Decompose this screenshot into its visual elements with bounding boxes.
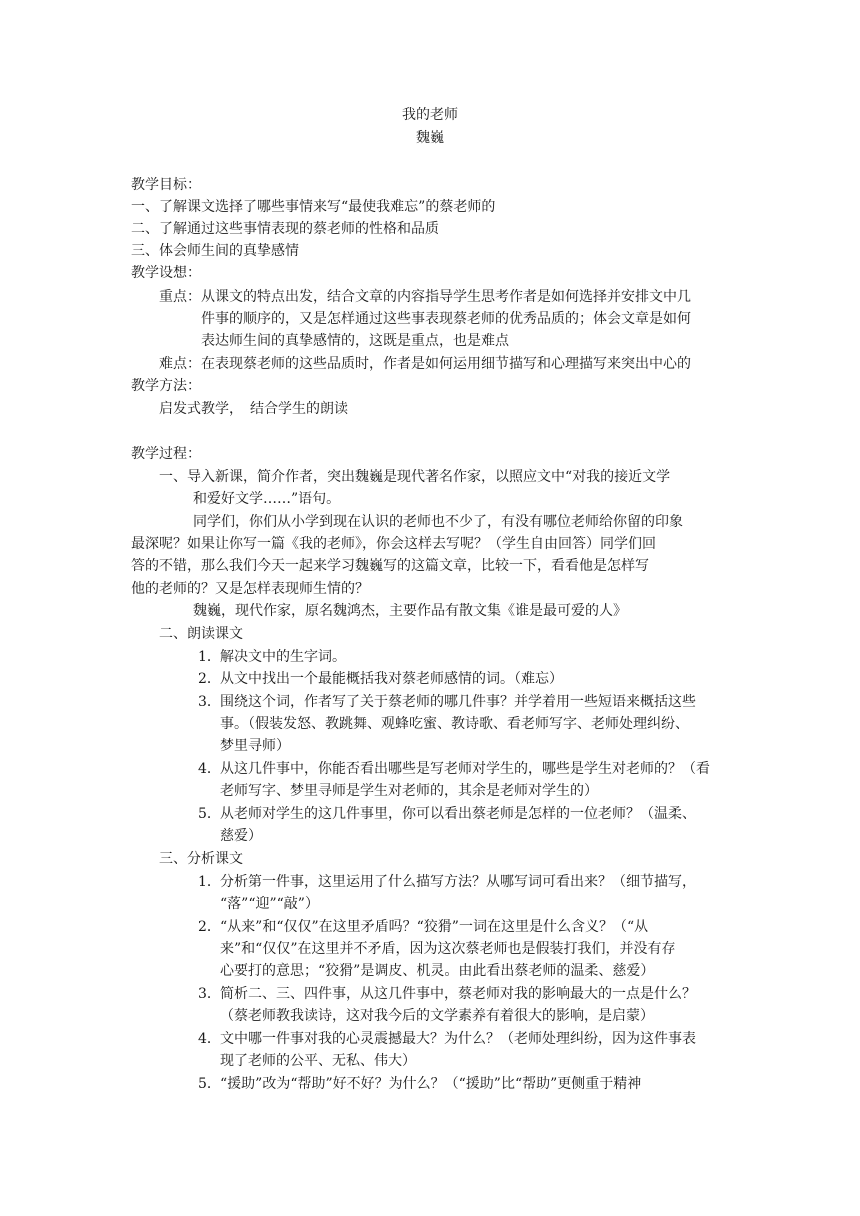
list-text: 围绕这个词，作者写了关于蔡老师的哪几件事？并学着用一些短语来概括这些	[220, 694, 696, 710]
design-heading: 教学设想：	[131, 265, 201, 281]
list-number: 2．	[198, 919, 221, 935]
document-title: 我的老师	[402, 107, 458, 123]
list-text: 解决文中的生字词。	[220, 649, 346, 665]
key-point-text: 从课文的特点出发，结合文章的内容指导学生思考作者是如何选择并安排文中几	[201, 289, 691, 305]
list-text: （蔡老师教我读诗，这对我今后的文学素养有着很大的影响，是启蒙）	[220, 1008, 654, 1024]
list-item	[198, 695, 696, 709]
process-heading: 教学过程：	[131, 446, 201, 462]
list-number: 4．	[198, 1031, 221, 1047]
objectives-heading: 教学目标：	[131, 177, 201, 193]
list-number: 5．	[198, 806, 221, 822]
list-item	[198, 1077, 641, 1091]
list-number: 4．	[198, 761, 221, 777]
key-point-label: 重点：	[159, 289, 201, 305]
list-text: 从老师对学生的这几件事里，你可以看出蔡老师是怎样的一位老师？（温柔、	[220, 806, 696, 822]
list-text: 文中哪一件事对我的心灵震撼最大？为什么？（老师处理纠纷，因为这件事表	[220, 1031, 696, 1047]
list-text: 慈爱）	[220, 828, 262, 844]
objective-item: 一、了解课文选择了哪些事情来写“最使我难忘”的蔡老师的	[131, 199, 496, 215]
list-text: 从文中找出一个最能概括我对蔡老师感情的词。（难忘）	[220, 671, 563, 687]
list-text: 梦里寻师）	[220, 738, 290, 754]
objective-item: 二、了解通过这些事情表现的蔡老师的性格和品质	[131, 221, 439, 237]
list-number: 5．	[198, 1076, 221, 1092]
list-text: 事。（假装发怒、教跳舞、观蜂吃蜜、教诗歌、看老师写字、老师处理纠纷、	[220, 716, 689, 732]
document-author: 魏巍	[416, 130, 444, 146]
list-text: 老师写字、梦里寻师是学生对老师的，其余是老师对学生的）	[220, 783, 598, 799]
paragraph-line: 答的不错，那么我们今天一起来学习魏巍写的这篇文章，比较一下，看看他是怎样写	[131, 558, 649, 574]
list-item	[198, 920, 648, 934]
list-item	[198, 807, 696, 821]
list-text: 现了老师的公平、无私、伟大）	[220, 1053, 416, 1069]
author-intro: 魏巍，现代作家，原名魏鸿杰，主要作品有散文集《谁是最可爱的人》	[193, 603, 627, 619]
list-text: 来”和“仅仅”在这里并不矛盾，因为这次蔡老师也是假装打我们，并没有存	[220, 941, 676, 957]
list-number: 2．	[198, 671, 221, 687]
list-number: 3．	[198, 694, 221, 710]
list-item	[198, 987, 696, 1001]
list-number: 1．	[198, 649, 221, 665]
section1-text: 和爱好文学……”语句。	[193, 491, 341, 507]
key-point-text: 件事的顺序的，又是怎样通过这些事表现蔡老师的优秀品质的；体会文章是如何	[201, 311, 691, 327]
section1-heading: 一、导入新课，简介作者，突出魏巍是现代著名作家，以照应文中“对我的接近文学	[159, 469, 671, 485]
paragraph-line: 最深呢？如果让你写一篇《我的老师》，你会这样去写呢？（学生自由回答）同学们回	[131, 536, 656, 552]
list-item	[198, 875, 696, 889]
list-number: 3．	[198, 986, 221, 1002]
objective-item: 三、体会师生间的真挚感情	[131, 243, 299, 259]
difficult-point-label: 难点：	[159, 356, 201, 372]
list-text: “落”“迎”“敲”）	[220, 896, 319, 912]
section3-heading: 三、分析课文	[159, 851, 243, 867]
list-text: “援助”改为“帮助”好不好？为什么？（“援助”比“帮助”更侧重于精神	[220, 1076, 642, 1092]
paragraph-line: 同学们，你们从小学到现在认识的老师也不少了，有没有哪位老师给你留的印象	[193, 514, 683, 530]
paragraph-line: 他的老师的？又是怎样表现师生情的？	[131, 581, 369, 597]
list-item	[198, 1032, 696, 1046]
list-item	[198, 762, 710, 776]
section2-heading: 二、朗读课文	[159, 626, 243, 642]
list-number: 1．	[198, 874, 221, 890]
list-item	[198, 672, 563, 686]
list-item	[198, 650, 346, 664]
list-text: 从这几件事中，你能否看出哪些是写老师对学生的，哪些是学生对老师的？（看	[220, 761, 710, 777]
key-point-text: 表达师生间的真挚感情的，这既是重点，也是难点	[201, 333, 509, 349]
list-text: 简析二、三、四件事，从这几件事中，蔡老师对我的影响最大的一点是什么？	[220, 986, 696, 1002]
method-heading: 教学方法：	[131, 378, 201, 394]
method-text: 启发式教学， 结合学生的朗读	[159, 401, 348, 417]
list-text: 心要打的意思；“狡猾”是调皮、机灵。由此看出蔡老师的温柔、慈爱）	[220, 963, 655, 979]
difficult-point-text: 在表现蔡老师的这些品质时，作者是如何运用细节描写和心理描写来突出中心的	[201, 356, 691, 372]
list-text: 分析第一件事，这里运用了什么描写方法？从哪写词可看出来？（细节描写，	[220, 874, 696, 890]
list-text: “从来”和“仅仅”在这里矛盾吗？“狡猾”一词在这里是什么含义？（“从	[220, 919, 649, 935]
